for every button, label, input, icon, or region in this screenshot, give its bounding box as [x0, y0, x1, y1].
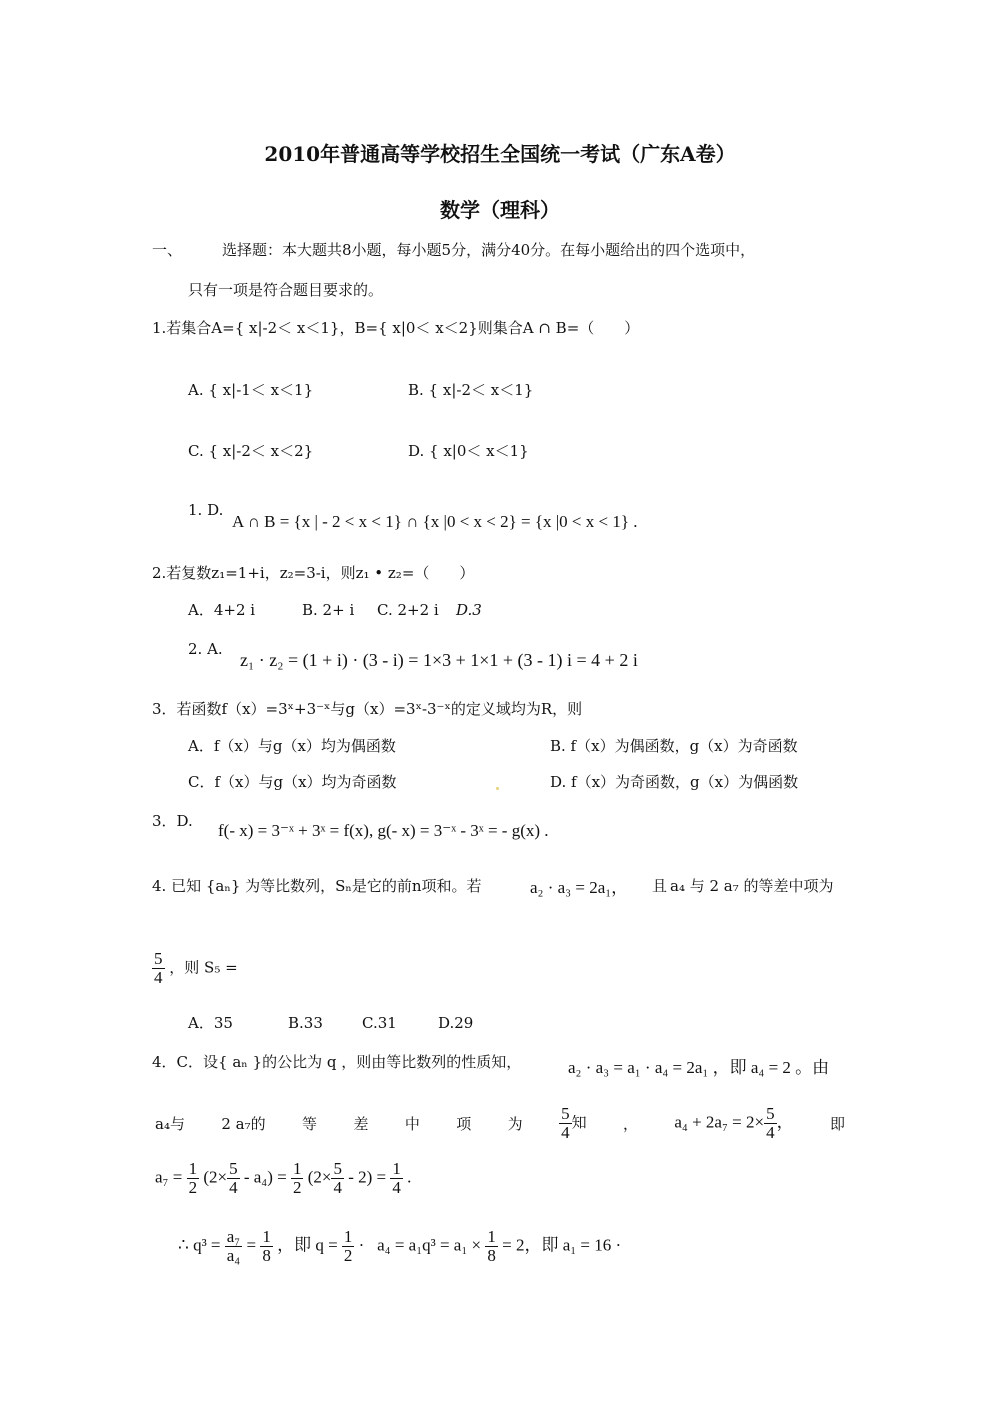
q2-option-a: A．4+2 i — [188, 601, 256, 619]
page-title: 2010年普通高等学校招生全国统一考试（广东A卷） — [264, 142, 736, 166]
q4-sol4-ratio-num: a₇ — [226, 1227, 241, 1246]
q2-option-c: C. 2+2 i — [377, 601, 439, 619]
q4-stem-line2 — [152, 950, 238, 987]
q1-answer-math: A ∩ B = {x | - 2 < x < 1} ∩ {x |0 < x < 2} = {x |0 < x < 1} . — [232, 512, 638, 531]
q4-sol3-half2-den: 2 — [292, 1178, 302, 1197]
section-instructions: 选择题：本大题共8小题，每小题5分，满分40分。在每小题给出的四个选项中， — [222, 241, 756, 259]
q4-stem: 4. 已知 {aₙ} 为等比数列，Sₙ是它的前n项和。若 — [152, 877, 482, 895]
q4-sol2-w10: ， — [776, 1112, 794, 1132]
q1-option-b: B. { x|-2＜ x＜1} — [408, 381, 534, 399]
q4-sol2-w7: 知 — [571, 1113, 587, 1132]
q4-sol4-eighth-den: 8 — [262, 1246, 271, 1265]
section-number: 一、 — [152, 241, 183, 259]
q4-fraction — [152, 950, 165, 987]
q3-option-b: B. f（x）为偶函数，g（x）为奇函数 — [550, 737, 798, 755]
q4-sol4-ratio-den: a₄ — [226, 1246, 241, 1265]
q4-sol4-eighth2-num: 1 — [487, 1227, 496, 1246]
q4-sol2-frac-wrap — [559, 1105, 587, 1142]
q4-sol3-half1-num: 1 — [188, 1159, 198, 1178]
q4-sol2-w2: 等 — [302, 1114, 318, 1133]
q4-sol3-five-quarters2 — [331, 1160, 344, 1197]
q4-solution-line2 — [155, 1105, 845, 1142]
q4-sol3-fq1-den: 4 — [229, 1178, 238, 1197]
q4-sol2-w11: 即 — [829, 1114, 845, 1133]
q4-sol2-w9: a₄ + 2a₇ = 2× — [674, 1112, 765, 1132]
q4-sol3-fq1-num: 5 — [229, 1159, 238, 1178]
q4-option-d: D.29 — [438, 1014, 474, 1032]
q4-sol3-quarter — [390, 1160, 403, 1197]
q4-sol2-w3: 差 — [353, 1114, 369, 1133]
q4-sol4-eighth — [260, 1228, 273, 1265]
q4-fraction-den: 4 — [154, 968, 163, 987]
q4-sol3-five-quarters1 — [227, 1160, 240, 1197]
q4-sol2-w5: 项 — [456, 1114, 472, 1133]
section-instructions-cont: 只有一项是符合题目要求的。 — [188, 281, 384, 299]
scan-speck — [496, 787, 499, 790]
q4-option-a: A．35 — [188, 1014, 233, 1032]
q4-sol3-c: - a₄) = — [243, 1167, 287, 1187]
q4-sol3-quarter-den: 4 — [392, 1178, 401, 1197]
q4-sol3-half1 — [187, 1160, 200, 1197]
q4-fraction-num: 5 — [154, 949, 163, 968]
q4-sol4-half-den: 2 — [343, 1246, 353, 1265]
q4-option-c: C.31 — [362, 1014, 397, 1032]
q4-sol3-b: (2× — [203, 1167, 228, 1187]
q4-sol2-w1: 2 a₇的 — [221, 1114, 266, 1133]
q4-sol4-b: = — [246, 1235, 257, 1255]
q3-option-c: C．f（x）与g（x）均为奇函数 — [188, 773, 397, 791]
q4-sol2-frac-num: 5 — [561, 1104, 570, 1123]
q4-sol4-eighth-num: 1 — [262, 1227, 271, 1246]
q4-sol2-eq-frac-den: 4 — [766, 1123, 775, 1142]
page-subtitle: 数学（理科） — [440, 198, 560, 222]
q1-option-a: A. { x|-1＜ x＜1} — [188, 381, 314, 399]
q4-sol2-eq-frac-num: 5 — [766, 1104, 775, 1123]
q4-solution-line4 — [178, 1228, 621, 1265]
q3-stem: 3．若函数f（x）=3ˣ+3⁻ˣ与g（x）=3ˣ-3⁻ˣ的定义域均为R，则 — [152, 700, 583, 718]
q4-sol3-d: (2× — [307, 1167, 332, 1187]
q4-solution-line3 — [155, 1160, 411, 1197]
q1-answer-label: 1. D. — [188, 501, 224, 519]
q4-sol4-half — [342, 1228, 355, 1265]
q4-solution-line1-math: a₂ · a₃ = a₁ · a₄ = 2a₁ ，即 a₄ = 2 。由 — [568, 1058, 830, 1077]
q3-answer-math: f(- x) = 3⁻ˣ + 3ˣ = f(x), g(- x) = 3⁻ˣ - 3ˣ = - g(x) . — [218, 821, 549, 840]
q4-stem-sum: ，则 S₅ = — [169, 958, 238, 977]
q1-stem: 1.若集合A={ x|-2＜ x＜1}，B={ x|0＜ x＜2}则集合A ∩ B=（ ） — [152, 319, 640, 337]
q2-option-b: B. 2+ i — [302, 601, 355, 619]
q4-sol3-quarter-num: 1 — [392, 1159, 401, 1178]
q4-sol2-w8: ， — [622, 1114, 638, 1133]
q4-sol4-eighth2 — [485, 1228, 498, 1265]
q4-stem-and: 且 — [652, 877, 668, 895]
q4-sol2-w0: a₄与 — [155, 1114, 185, 1133]
q4-sol4-e: a₄ = a₁q³ = a₁ × — [377, 1235, 482, 1255]
q4-sol3-half2 — [291, 1160, 304, 1197]
q4-stem-condition: a₂ · a₃ = 2a₁， — [530, 878, 629, 897]
q4-sol4-f: = 2，即 a₁ = 16 · — [502, 1235, 622, 1255]
q4-solution-line1: 4．C．设{ aₙ }的公比为 q ，则由等比数列的性质知， — [152, 1053, 522, 1071]
q4-sol2-eq-frac — [764, 1105, 777, 1142]
q4-sol3-fq2-den: 4 — [333, 1178, 342, 1197]
q2-answer-label: 2. A. — [188, 640, 223, 658]
q4-sol3-half1-den: 2 — [188, 1178, 198, 1197]
q4-sol4-half-num: 1 — [343, 1227, 353, 1246]
q4-sol4-a: ∴ q³ = — [178, 1235, 221, 1255]
q4-sol3-f: . — [407, 1167, 412, 1187]
q4-sol2-frac-den: 4 — [561, 1123, 570, 1142]
q4-sol3-fq2-num: 5 — [333, 1159, 342, 1178]
q4-option-b: B.33 — [288, 1014, 323, 1032]
q4-sol2-w4: 中 — [404, 1114, 420, 1133]
q4-stem-midterm: a₄ 与 2 a₇ 的等差中项为 — [670, 877, 834, 895]
q2-stem: 2.若复数z₁=1+i，z₂=3-i，则z₁ • z₂=（ ） — [152, 564, 475, 582]
q4-sol2-eq — [674, 1105, 793, 1142]
q1-option-c: C. { x|-2＜ x＜2} — [188, 442, 314, 460]
q4-sol4-c: ，即 q = — [277, 1235, 338, 1255]
q4-sol2-w6: 为 — [507, 1114, 523, 1133]
q2-option-d: D.3 — [456, 601, 482, 619]
q4-sol3-half2-num: 1 — [292, 1159, 302, 1178]
q4-sol4-ratio — [225, 1228, 242, 1265]
q4-sol4-eighth2-den: 8 — [487, 1246, 496, 1265]
q3-answer-label: 3．D. — [152, 812, 193, 830]
q1-option-d: D. { x|0＜ x＜1} — [408, 442, 529, 460]
q4-sol4-d: · — [358, 1235, 365, 1255]
q2-answer-math: z₁ · z₂ = (1 + i) · (3 - i) = 1×3 + 1×1 + (3 - 1) i = 4 + 2 i — [240, 650, 638, 670]
q4-sol3-e: - 2) = — [348, 1167, 387, 1187]
q3-option-d: D. f（x）为奇函数，g（x）为偶函数 — [550, 773, 799, 791]
q4-sol2-frac — [559, 1105, 572, 1142]
q3-option-a: A．f（x）与g（x）均为偶函数 — [188, 737, 396, 755]
q4-sol3-a: a₇ = — [155, 1167, 183, 1187]
